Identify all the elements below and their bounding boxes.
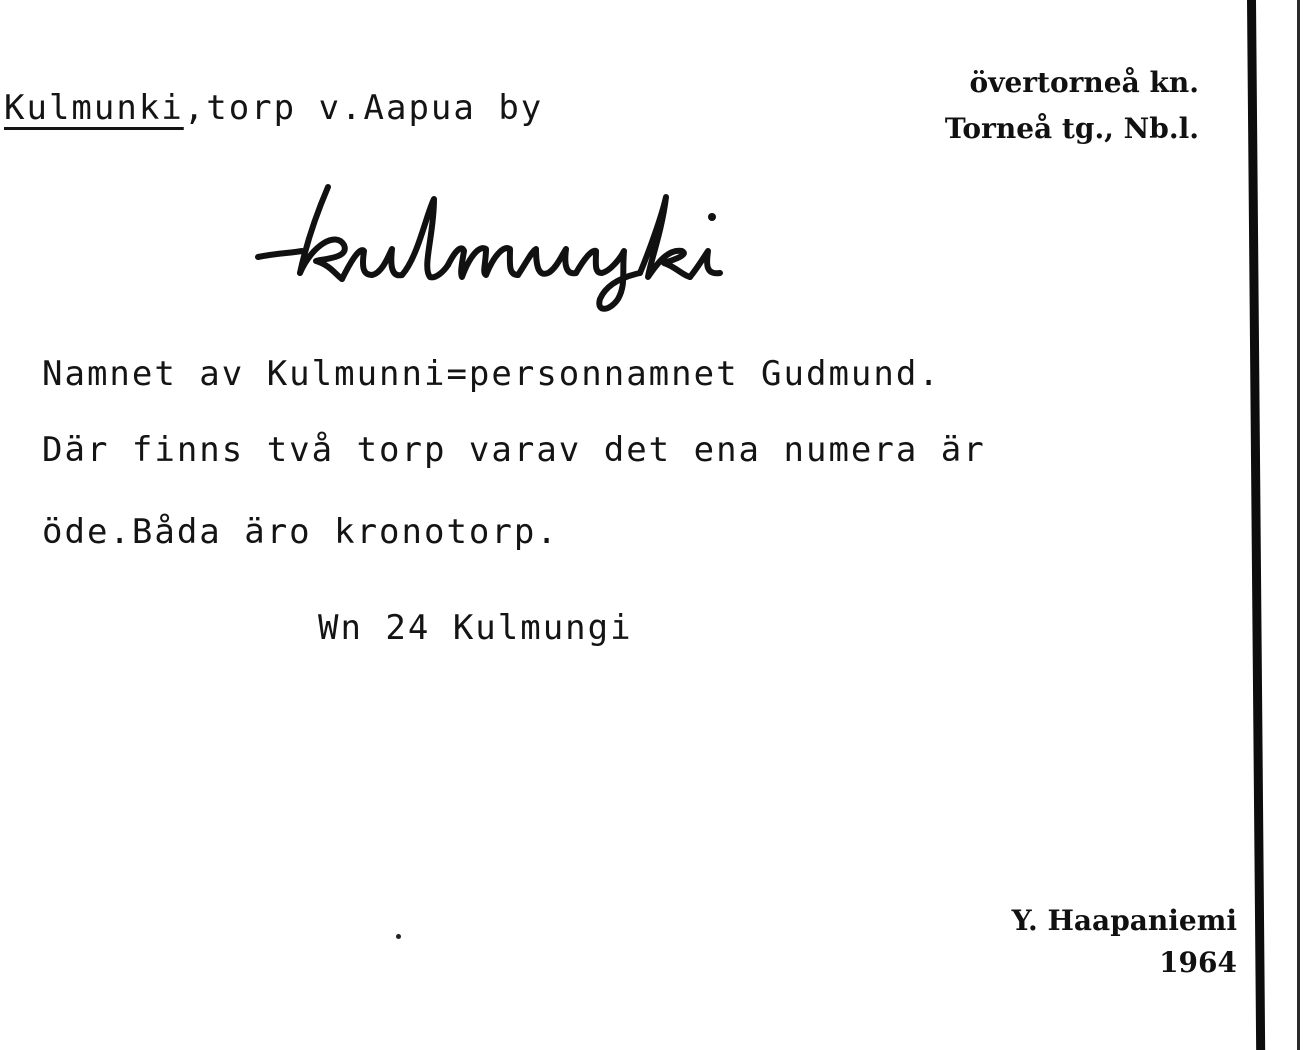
heading-rest: ,torp v.Aapua by [183, 88, 544, 128]
stray-mark [396, 934, 401, 939]
body-line-2: Där finns två torp varav det ena numera är [42, 430, 986, 470]
body-line-1: Namnet av Kulmunni=personnamnet Gudmund. [42, 354, 941, 394]
parish-label: övertorneå kn. [969, 66, 1199, 99]
reference-line: Wn 24 Kulmungi [318, 608, 633, 648]
body-line-3: öde.Båda äro kronotorp. [42, 512, 559, 552]
card-edge-shadow [1247, 0, 1265, 1050]
handwritten-name [250, 175, 790, 320]
year-label: 1964 [1159, 946, 1237, 979]
district-label: Torneå tg., Nb.l. [944, 112, 1199, 145]
headword: Kulmunki [4, 88, 184, 128]
author-name: Y. Haapaniemi [1011, 904, 1237, 937]
card-edge-line [1297, 0, 1300, 1050]
card-heading [4, 88, 543, 128]
